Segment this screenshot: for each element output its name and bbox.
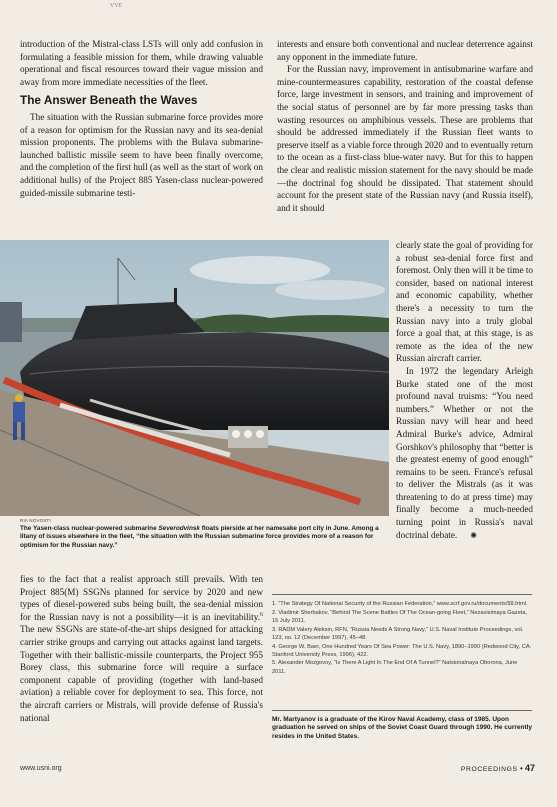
footer-folio — [461, 763, 535, 773]
paragraph-text: In 1972 the legendary Arleigh Burke stated one of the most profound naval truisms: “You need numbers.” Whether or not the Russian navy will hear and heed Admiral Burke's advice, Admiral Gorshkov's philosophy that “better is the greatest enemy of good enough” remains to be seen. France's refusal to deliver the Mistrals (as it was threatening to do at press time) may finally become a much-needed turning point in Russia's naval doctrinal debate. — [396, 365, 533, 540]
publication-name: PROCEEDINGS — [460, 766, 518, 773]
paragraph: introduction of the Mistral-class LSTs will only add confusion in formulating a feasible mission for them, while drawing valuable operational and fiscal resources toward their vague mission and away from more immediate necessities of the fleet. — [20, 39, 263, 87]
footer-website[interactable]: www.usni.org — [20, 765, 62, 772]
ship-name: Severodvinsk — [158, 525, 200, 532]
paragraph: The situation with the Russian submarine force provides more of a reason for optimism for the Russian navy and its sea-denial mission proponents. The problems with the Bulava submarine-launched ballistic missile seem to have been finally overcome, and the completion of the first hull (as well as the start of work on additional hulls) of the Project 885 Yasen-class nuclear-powered guided-missile submarine testi- — [20, 111, 263, 198]
paragraph: interests and ensure both conventional and nuclear deterrence against any opponent in the immediate future. — [277, 39, 533, 62]
end-of-article-icon: ✺ — [470, 530, 477, 540]
right-column-narrow — [396, 239, 533, 542]
paragraph: fies to the fact that a realist approach still prevails. With ten Project 885(M) SSGNs planned for service by 2020 and new types of diesel-powered subs being built, the sea-denial mission for the Russian navy is not a possibility—it is an inevitability.$^6$ The new SSGNs are state-of-the-art ships designed for attacking carrier strike groups and carrying out attacks against land targets. Together with their ballistic-missile counterparts, the Project 955 Borey class, this submarine force will require a surface component capable of providing (together with land-based aviation) a reliable cover for deployment to sea. This force, not the aircraft carriers or Mistrals, will provide defense of Russia's national — [20, 574, 263, 723]
photo-caption: The Yasen-class nuclear-powered submarine Severodvinsk floats pierside at her namesake port city in June. Among a litany of issues elsewhere in the fleet, “the situation with the Russian submarine force provides more of a reason for optimism for the Russian navy.” — [20, 525, 379, 549]
folio-separator: • — [519, 764, 523, 773]
submarine-illustration — [0, 240, 389, 516]
endnote: 1. “The Strategy Of National Security of the Russian Federation,” www.scrf.gov.ru/documents/99.html. — [272, 601, 528, 607]
photo-credit: RIA NOVOSTI — [20, 518, 51, 523]
section-heading: The Answer Beneath the Waves — [20, 93, 198, 108]
left-column-bottom — [20, 573, 263, 724]
right-column-top — [277, 38, 533, 214]
paragraph: For the Russian navy, improvement in antisubmarine warfare and mine-countermeasures capability, restoration of the coastal defense force, large investment in sensors, and training and improvement of the social status of personnel are by far more pressing tasks than wasting resources on amphibious vessels. These are problems that should be addressed immediately if the Russian fleet wants to preserve itself as a viable force through 2020 and to eventually return to the ocean as a first-class blue-water navy. But for this to happen the clear and realistic mission statement for the navy should be made—the doctrinal fog should be dissipated. That statement should account for the present state of the Russian navy (and Russia itself), and it should — [277, 64, 533, 213]
submarine-photo — [0, 240, 389, 516]
page-number: 47 — [524, 763, 535, 773]
endnote: 2. Vladimir Sherbakov, “Behind The Scene Battles Of The Ocean-going Fleet,” Nezavisimaya Gazeta, 15 July 2011. — [272, 609, 528, 624]
endnotes-divider — [272, 594, 532, 595]
bio-divider — [272, 710, 532, 711]
endnote: 3. RADM Valery Aleksin, RFN, “Russia Needs A Strong Navy,” U.S. Naval Institute Proceedings, vol. 123, no. 12 (December 1997), 45–48. — [272, 626, 524, 641]
paragraph — [396, 365, 533, 542]
left-column-top — [20, 38, 263, 199]
paragraph: clearly state the goal of providing for a robust sea-denial force first and foremost. Only then will it be time to consider, based on national interest and economic capability, whether there's a necessity to turn the Russian navy into a truly global force a goal that, at this stage, is as remote as the idea of the new Russian aircraft carrier. — [396, 240, 533, 364]
author-bio: Mr. Martyanov is a graduate of the Kirov Naval Academy, class of 1985. Upon graduation he served on ships of the Soviet Coast Guard through 1990. He currently resides in the United States. — [272, 716, 533, 740]
endnote: 5. Alexander Mozgovoy, “Is There A Light In The End Of A Tunnel?” Natsionalnaya Oborona, June 2011. — [272, 660, 518, 675]
endnote-ref[interactable]: 6 — [260, 611, 263, 618]
endnotes — [272, 600, 532, 676]
scribble-mark: VVE — [110, 3, 123, 9]
endnote: 4. George W. Baer, One Hundred Years Of Sea Power: The U.S. Navy, 1890–1990 (Redwood City, CA: Stanford University Press, 1996), 422. — [272, 643, 532, 658]
